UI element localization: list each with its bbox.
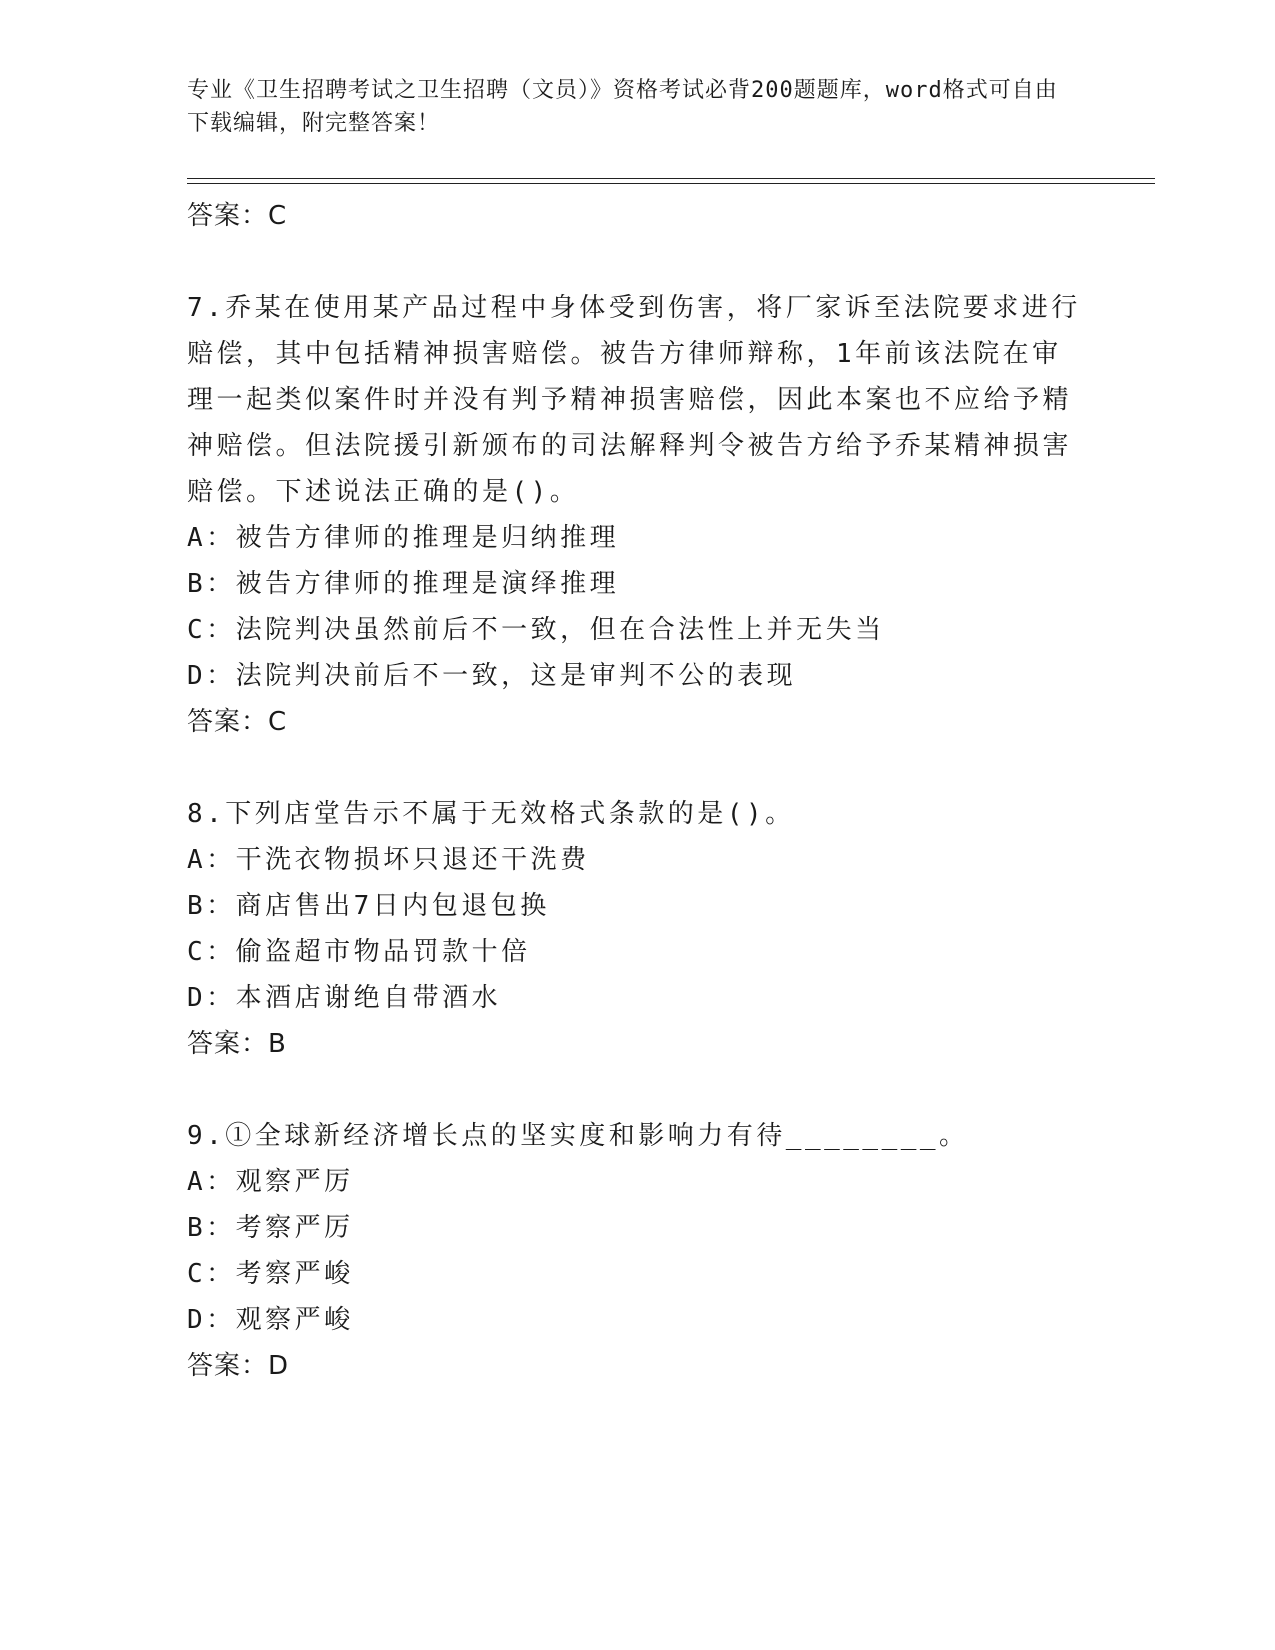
option-b: B：商店售出7日内包退包换 — [187, 891, 550, 921]
option-c: C：偷盗超市物品罚款十倍 — [187, 937, 531, 967]
question-stem: 7.乔某在使用某产品过程中身体受到伤害，将厂家诉至法院要求进行赔偿，其中包括精神损害赔偿。被告方律师辩称，1年前该法院在审理一起类似案件时并没有判予精神损害赔偿，因此本案也不应给予精神赔偿。但法院援引新颁布的司法解释判令被告方给予乔某精神损害赔偿。下述说法正确的是()。 — [187, 293, 1081, 507]
question-list — [187, 193, 1087, 1389]
option-d: D：法院判决前后不一致，这是审判不公的表现 — [187, 661, 797, 691]
option-a: A：干洗衣物损坏只退还干洗费 — [187, 845, 590, 875]
header-rule-top — [187, 178, 1155, 179]
answer-line: 答案：C — [187, 707, 288, 737]
option-d: D：观察严峻 — [187, 1305, 354, 1335]
answer-line: 答案：C — [187, 201, 288, 231]
question-block — [187, 1113, 1087, 1389]
question-block — [187, 285, 1087, 745]
question-stem: 9.①全球新经济增长点的坚实度和影响力有待________。 — [187, 1121, 969, 1151]
option-c: C：法院判决虽然前后不一致，但在合法性上并无失当 — [187, 615, 885, 645]
answer-line: 答案：B — [187, 1029, 287, 1059]
option-a: A：被告方律师的推理是归纳推理 — [187, 523, 620, 553]
option-a: A：观察严厉 — [187, 1167, 354, 1197]
header-rule-bottom — [187, 183, 1155, 184]
option-b: B：考察严厉 — [187, 1213, 354, 1243]
document-header: 专业《卫生招聘考试之卫生招聘（文员）》资格考试必背200题题库，word格式可自由下载编辑，附完整答案！ — [187, 78, 1058, 136]
answer-line: 答案：D — [187, 1351, 290, 1381]
option-c: C：考察严峻 — [187, 1259, 354, 1289]
question-stem: 8.下列店堂告示不属于无效格式条款的是()。 — [187, 799, 795, 829]
option-d: D：本酒店谢绝自带酒水 — [187, 983, 502, 1013]
option-b: B：被告方律师的推理是演绎推理 — [187, 569, 620, 599]
question-block — [187, 791, 1087, 1067]
